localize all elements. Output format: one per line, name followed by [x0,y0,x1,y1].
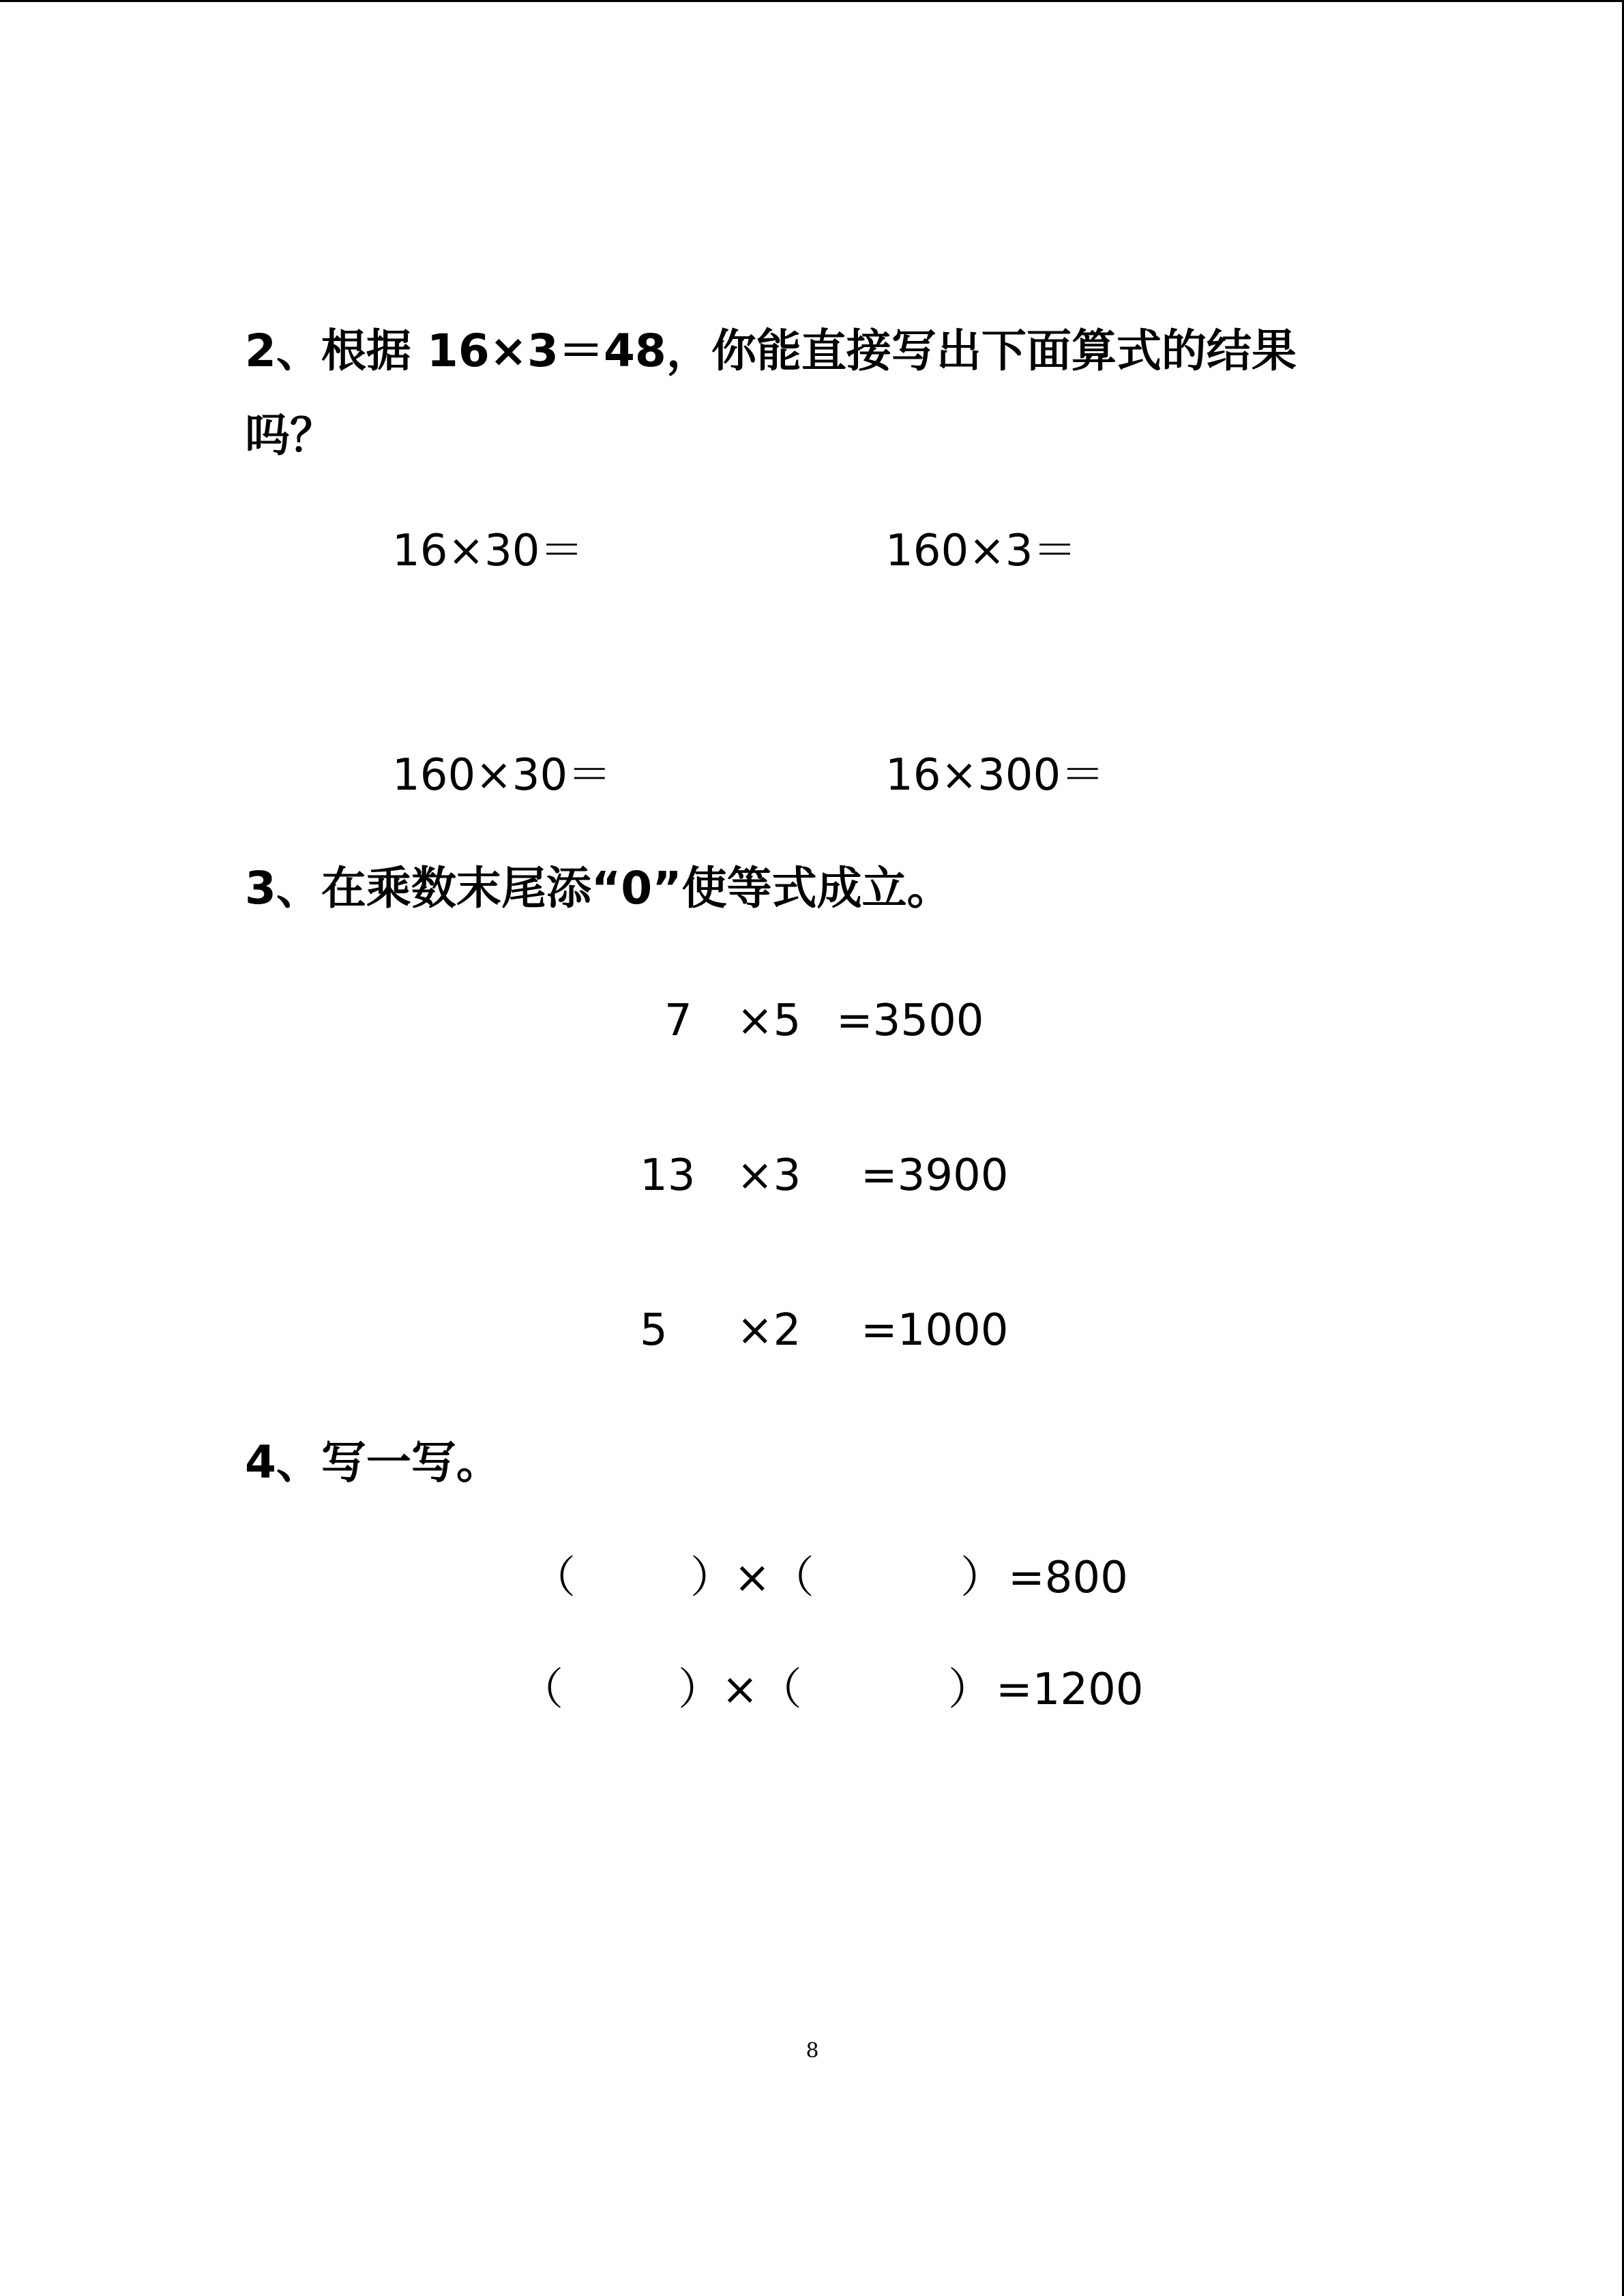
q2-expression: 160×3＝ [885,526,1077,576]
q3-result: =3500 [836,996,984,1046]
q4-open-paren: （ [520,1665,563,1715]
q4-title: 4、写一写。 [245,1436,501,1489]
q3-result: =3900 [861,1150,1009,1201]
q3-result: =1000 [861,1305,1009,1356]
page-top-border [0,0,1624,2]
q2-expression: 160×30＝ [392,750,612,801]
q4-times-paren: ）×（ [678,1665,802,1715]
q2-title-line2: 吗？ [245,409,335,462]
q3-multiplicand: 7 [664,996,692,1046]
q2-title-line1: 2、根据 16×3＝48，你能直接写出下面算式的结果 [245,325,1297,377]
q3-multiplier: ×5 [737,996,801,1046]
q4-result: =1200 [996,1665,1144,1715]
q4-open-paren: （ [532,1553,576,1603]
q3-multiplicand: 13 [640,1150,696,1201]
q3-multiplier: ×2 [737,1305,801,1356]
q3-title: 3、在乘数末尾添“0”使等式成立。 [245,862,952,914]
page-number: 8 [806,2039,819,2063]
q4-result: =800 [1008,1553,1128,1603]
q3-multiplier: ×3 [737,1150,801,1201]
q4-times-paren: ）×（ [690,1553,814,1603]
q2-expression: 16×300＝ [885,750,1105,801]
q4-close-paren: ） [948,1665,992,1715]
q2-expression: 16×30＝ [392,526,584,576]
q4-close-paren: ） [960,1553,1004,1603]
q3-multiplicand: 5 [640,1305,668,1356]
